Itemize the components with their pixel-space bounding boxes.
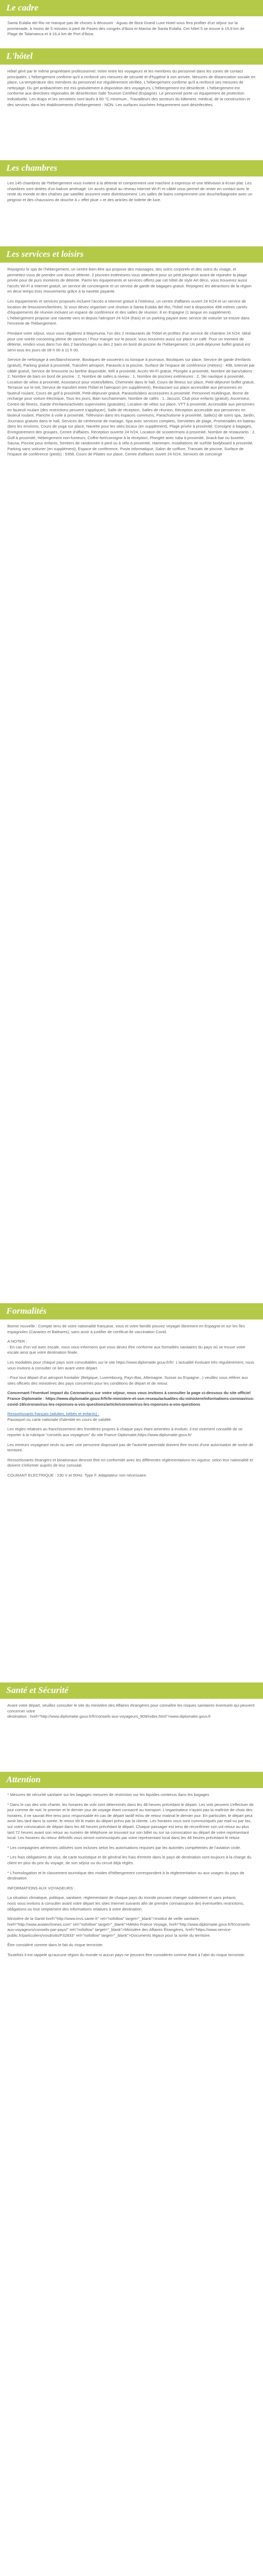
section-formalites (0, 1303, 263, 1682)
section-body-sante (0, 1699, 263, 1725)
section-cadre (0, 0, 263, 48)
formalites-paragraph: Passeport ou carte nationale d'identité en cours de validité. (7, 1417, 112, 1422)
formalites-paragraph: Les modalités pour chaque pays sont consultables sur le site https://www.diplomatie.gouv.fr/fr/. L'actualité évoluant très régulièrement, nous vous invitons à consulter ce lien avant votre départ. (7, 1359, 254, 1370)
section-attention (0, 1772, 263, 2576)
attention-paragraph: La situation climatique, politique, sanitaire, réglementaire de chaque pays du monde pouvant changer subitement et sans préavis (7, 1895, 236, 1900)
services-paragraph: Rejoignez le spa de l'hébergement, un centre bien-être qui propose des massages, des soins corporels et des soins du visage, et permettez-vous de prendre une douce détente. 2 piscines extérieures vous attendent pour un petit plongeon avant de rejoindre la plage privée pour de purs moments de détente. Parmi les équipements et services offerts par cet hôtel de style Art déco, vous trouverez aussi l'accès Wi-Fi à Internet gratuit, un service de conciergerie et un service de garde de bagages gratuit. Rejoignez les attractions de la région en deux temps trois mouvements grâce à la navette payante. (7, 267, 252, 294)
services-paragraph: Pendant votre séjour, vous vous régalerez à Maymunia, l'un des 2 restaurants de l'hôtel et profitez d'un service de chambre 24 h/24. Idéal pour une soirée cocooning pleine de saveurs ! Pour manger sur le pouce, vous trouverez aussi sur place un café. Pour un moment de détente, rendez-vous dans l'un des 2 bars/lounges ou des 2 bars en bord de piscine de l'hébergement. Un petit-déjeuner buffet gratuit est servi tous les jours de 08 h 00 à 11 h 00. (7, 330, 251, 352)
section-title-attention: Attention (0, 1772, 263, 1788)
attention-paragraph: Toutefois il est rappelé qu'aucune région du monde ni aucun pays ne peuvent être considérés comme étant à l'abri du risque terroriste. (7, 1952, 246, 1958)
section-body-hotel (0, 65, 263, 113)
section-title-hotel: L'hôtel (0, 48, 263, 65)
formalites-foreign-nationals: Ressortissants étrangers et binationaux devront être en conformité avec les différentes réglementations en vigueur, selon leur nationalité et doivent s'informer auprès de leur consulat. (7, 1457, 254, 1468)
attention-links-paragraph[interactable]: Ministère de la Santé href="http://www.invs.sante.fr" rel="nofollow" target="_blank">Institut de veille sanitaire, href="http://www.aviatechnews.com" rel="nofollow" target="_blank">Météo France Voyage, href="http://www.diplomatie.gouv.fr/fr/conseils-aux-voyageurs/conseils-par-pays/" rel="nofollow" target="_blank">Ministère des Affaires Étrangères, href="https://www.service-public.fr/particuliers/vosdroits/F32833" rel="nofollow" target="_blank">Documents légaux pour la sortie du territoire. (7, 1916, 251, 1938)
section-hotel (0, 48, 263, 160)
section-title-services: Les services et loisirs (0, 246, 263, 263)
attention-paragraph: * L'homologation et le classement touristique des modes d'hébergement correspondent à la réglementation ou aux usages du pays de destination. (7, 1870, 245, 1881)
attention-paragraph: * Dans le cas des vols charter, les horaires de vols sont déterminés dans les 48 heures précédant le départ. Les vols peuvent s'effectuer de jour comme de nuit, le premier et le dernier jour de voyage étant consacré au transport. L'organisateur n'ayant pas la maîtrise de choix des horaires, il ne saurait être tenu pour responsable en cas de départ tardif et/ou de retour matinal le dernier jour. En particulier, le départ peut avoir lieu tard dans la soirée, le retour tôt le matin du départ prévu par la cliente. Les horaires vous sont communiqués par mail ou par fax, sur votre convocation de départ dans les 48 heures précédant le départ. Chaque passager est tenu de reconfirmer son vol retour au plus tard 72 heures avant son retour au numéro de téléphone se trouvant sur son billet ou sur sa convocation au départ de votre représentant local. Les horaires du retour définitifs vous seront communiqués par votre représentant local dans les 48 heures précédant le retour. (7, 1802, 254, 1841)
formalites-paragraph: Les mineurs voyageant seuls ou avec une personne disposant pas de l'autorité parentale doivent être munis d'une autorisation de sortie de territoire. (7, 1442, 254, 1453)
section-title-formalites: Formalités (0, 1303, 263, 1320)
formalites-paragraph: Bonne nouvelle : Compte tenu de votre nationalité française, vous et votre famille pouvez voyager librement en Espagne et sur les îles espagnoles (Canaries et Baléares), sans avoir à justifier de certificat de vaccination Covid. (7, 1324, 245, 1334)
section-body-services (0, 263, 263, 463)
hotel-text: Hôtel géré par le même propriétaire professionnel. Votre entre les voyageurs et les membres du personnel dans les zones de contact principales. L'hébergement confirme qu'il a renforcé ses mesures de sécurité et d'hygiène à son arrivée. Mesures de distanciation sociale en place, La température des membres du personnel est régulièrement vérifiée, L'hébergement confirme qu'il a renforcé ses mesures de nettoyage. Du gel antibactérien est mis gratuitement à disposition des voyageurs, L'hébergement est désinfecté. L'hébergement est conforme aux directives régionales de désinfection Safe Tourism Certified (Espagne). Le personnel porte un équipement de protection individuelle. Les draps et les serviettes sont lavés à 60 °C minimum., Travailleurs des secteurs du bâtiment, médical, de la construction et des services dans les établissements d'hébergement - NON. Les surfaces touchées fréquemment sont désinfectées. (7, 69, 256, 107)
attention-paragraph: * Les frais obligatoires de visa, de carte touristique et de général les frais d'entrée dans le pays de destination sont toujours à la charge du client en plus du prix du voyage, de son séjour ou du circuit déjà réglés. (7, 1855, 251, 1865)
section-body-attention (0, 1788, 263, 1964)
attention-info-heading: INFORMATIONS AUX VOYAGEURS : (7, 1885, 75, 1891)
sante-paragraph: Avant votre départ, veuillez consulter le site du ministère des Affaires étrangères pour connaître les risques sanitaires éventuels qui peuvent concerner votre (7, 1703, 255, 1713)
formalites-paragraph: - Pour tout départ d'un aéroport frontalier (Belgique, Luxembourg, Pays-Bas, Allemagne, Suisse ou Espagne...) veuillez vous référer aux sites officiels des ministères des pays concernés pour les conditions de départ et de retour. (7, 1375, 248, 1386)
chambres-text: Les 145 chambres de l'hébergement vous invitent à la détente et comprennent une machine à expresso et une télévision à écran plat. Les chambres sont dotées d'un balcon aménagé. Un accès gratuit au réseau Internet Wi-Fi et câblé vous permet de rester en contact avec le reste du monde et des chaînes par satellite assurent votre divertissement. Les salles de bains comprennent une douche/baignoire avec un peignoir et des chaussons de douche à « effet pluie » et des articles de toilette de luxe. (7, 181, 252, 202)
section-chambres (0, 160, 263, 246)
section-body-chambres (0, 176, 263, 208)
section-title-sante: Santé et Sécurité (0, 1682, 263, 1699)
formalites-paragraph: Les règles relatives au franchissement des frontières propres à chaque pays étant amenées à évoluer, il est vivement conseillé de se reporter à la rubrique "conseils aux voyageurs" du site France Diplomatie,https://www.diplomatie.gouv.fr/ (7, 1427, 243, 1437)
attention-paragraph: nous vous invitons à consulter avant votre départ les sites Internet suivants afin de prendre connaissance des éventuelles restrictions, obligations ou tout simplement des informations relatives à votre destination. (7, 1900, 244, 1912)
services-paragraph: Les équipements et services proposés incluent l'accès à Internet gratuit à l'intérieur, un centre d'affaires ouvert 24 h/24 et un service de location de limousines/berlines. Si vous devez organiser une réunion à Santa Eulalia del Rio, l'hôtel met à disposition 498 mètres carrés d'équipements de réunion incluant un espace de conférence et des salles de réunion. 8 en Espagne (1 langue en supplément). L'hébergement propose une navette vers et depuis l'aéroport 24 h/24 (frais) et un parking payant avec service de voiturier se trouve dans l'enceinte de l'hébergement. (7, 298, 250, 326)
cadre-text: Santa Eulalia del Rio ne manque pas de choses à découvrir : Aguas de Ibiza Grand Luxe Hotel vous fera profiter d'un séjour sur la promenade, à moins de 5 minutes à pied de Paseo des congrès d'Ibiza et Marina de Santa Eulalia. Cet hôtel 5 se trouve à 15,9 km de Plage de Talamanca et à 16,4 km de Port d'Ibiza. (7, 20, 245, 37)
sante-destination-link[interactable]: destination : href="http://www.diplomatie.gouv.fr/fr/conseils-aux-voyageurs_909/index.html">www.diplomatie.gouv.fr (7, 1714, 211, 1719)
attention-paragraph: * Les compagnies aériennes utilisées sont incluses selon les autorisations requises par les autorités compétentes de l'aviation civile. (7, 1845, 241, 1850)
formalites-paragraph: - En cas d'un vol avec escale, nous vous informons que vous devez être conforme aux formalités sanitaires du pays où se trouve votre escale ainsi que votre destination finale. (7, 1344, 246, 1355)
section-body-cadre (0, 16, 263, 43)
services-amenities-list: Service de nettoyage à sec/blanchisserie, Boutiques de souvenirs ou kiosque à journaux, Boutiques sur place, Service de garde d'enfants (gratuit), Parking gratuit à proximité, Transfert aéroport, Parasols à la piscine, Surface de l'espace de conférence (mètres) : 498, Internet par câble gratuit, Service de limousine ou berline disponible, Wifi à proximité, Accès Wi-Fi gratuit, Plongée à proximité, Nombre de bars/salons : 2, Nombre de bars en bord de piscine : 2, Nombre de salles à niveau : 1, Nombre de piscines extérieures : 2, Ski nautique à proximité, Location de vélos à proximité, Assistance pour visites/billets, Cheminée dans le hall, Cours de fitness sur place, Petit-déjeuner buffet gratuit, Terrasse sur le toit, Service de transfert entre l'hôtel et l'aéroport (en supplément), Restaurant sur place accessible aux personnes en fauteuil roulant, Cours de golf à proximité, Petit-déjeuner gratuit, Parasols/abris accessoires à proximité. Personnel multilingue, Borne de recharge pour voiture électrique, Tous les jours, Bain turc/hammam, Nombre de cafés : 1, Jacuzzi, Club pour enfants (gratuit), Ascenseur, Centre de fitness, Garde d'enfants/activités supervisées (gratuites), Location de vélos sur place, VTT à proximité, Accessible aux personnes en fauteuil roulant (des restrictions peuvent s'appliquer), Salle de réception, Salles de réunion, Réception accessible aux personnes en fauteuil roulant, Planche à voile à proximité, Télévision dans les espaces communs, Parachutisme à proximité, Salle(s) de soins spa, Jardin, Journaux gratuits dans le hall, Services de cérémonie de mariage, Spa avec services complets, Serviettes de plage, Promenades en bateau dans les environs, Cours de yoga sur place, Navette pour les sites locaux (en supplément), Plage privée à proximité, Consigne à bagages, Enregistrement des groupes, Centre d'affaires, Réception ouverte 24 h/24, Location de scooter/moto à proximité, Nombre de restaurants : 2, Golf à proximité, Hébergement non-fumeurs, Coffre-fort/consigne à la réception, Plongée avec tuba à proximité, Snack-bar ou buvette, Sauna, Piscine pour enfants, Sentiers de randonnée à pied ou à vélo à proximité, Hammam, Installations de surf/de bodyboard à proximité, Parking sans voiturier (en supplément), Espace de conférence, Poste informatique, Salon de coiffure, Transats de piscine, Surface de l'espace de conférence (pieds) : 5358, Cours de Pilates sur place, Centre d'affaires ouvert 24 h/24, Services de concierge (7, 357, 256, 457)
section-sante (0, 1682, 263, 1772)
formalites-nationals-link[interactable]: Ressortissants français (adultes, bébés et enfants) : (7, 1411, 99, 1417)
section-services (0, 246, 263, 1303)
formalites-electricity: COURANT ELECTRIQUE : 230 V et 50Hz. Type F. Adaptateur non nécessaire. (7, 1472, 147, 1478)
attention-paragraph: Être considéré comme dans le fait du risque terroriste. (7, 1943, 104, 1948)
section-title-chambres: Les chambres (0, 160, 263, 176)
section-title-cadre: Le cadre (0, 0, 263, 16)
formalites-covid-notice: Concernant l'éventuel impact du Coronavirus sur votre séjour, nous vous invitons à consulter la page ci-dessous du site officiel France Diplomatie : https://www.diplomatie.gouv.fr/fr/le-ministere-et-son-reseau/actualites-du-ministere/informations-coronavirus-covid-19/coronavirus-les-reponses-a-vos-questions/article/coronavirus-les-reponses-a-vos-questions (7, 1390, 255, 1407)
section-body-formalites (0, 1320, 263, 1483)
attention-paragraph: * Mesures de sécurité sanitaire sur les bagages mesures de restriction sur les liquides contenus dans les bagages (7, 1792, 209, 1797)
formalites-note-heading: A NOTER : (7, 1339, 27, 1344)
